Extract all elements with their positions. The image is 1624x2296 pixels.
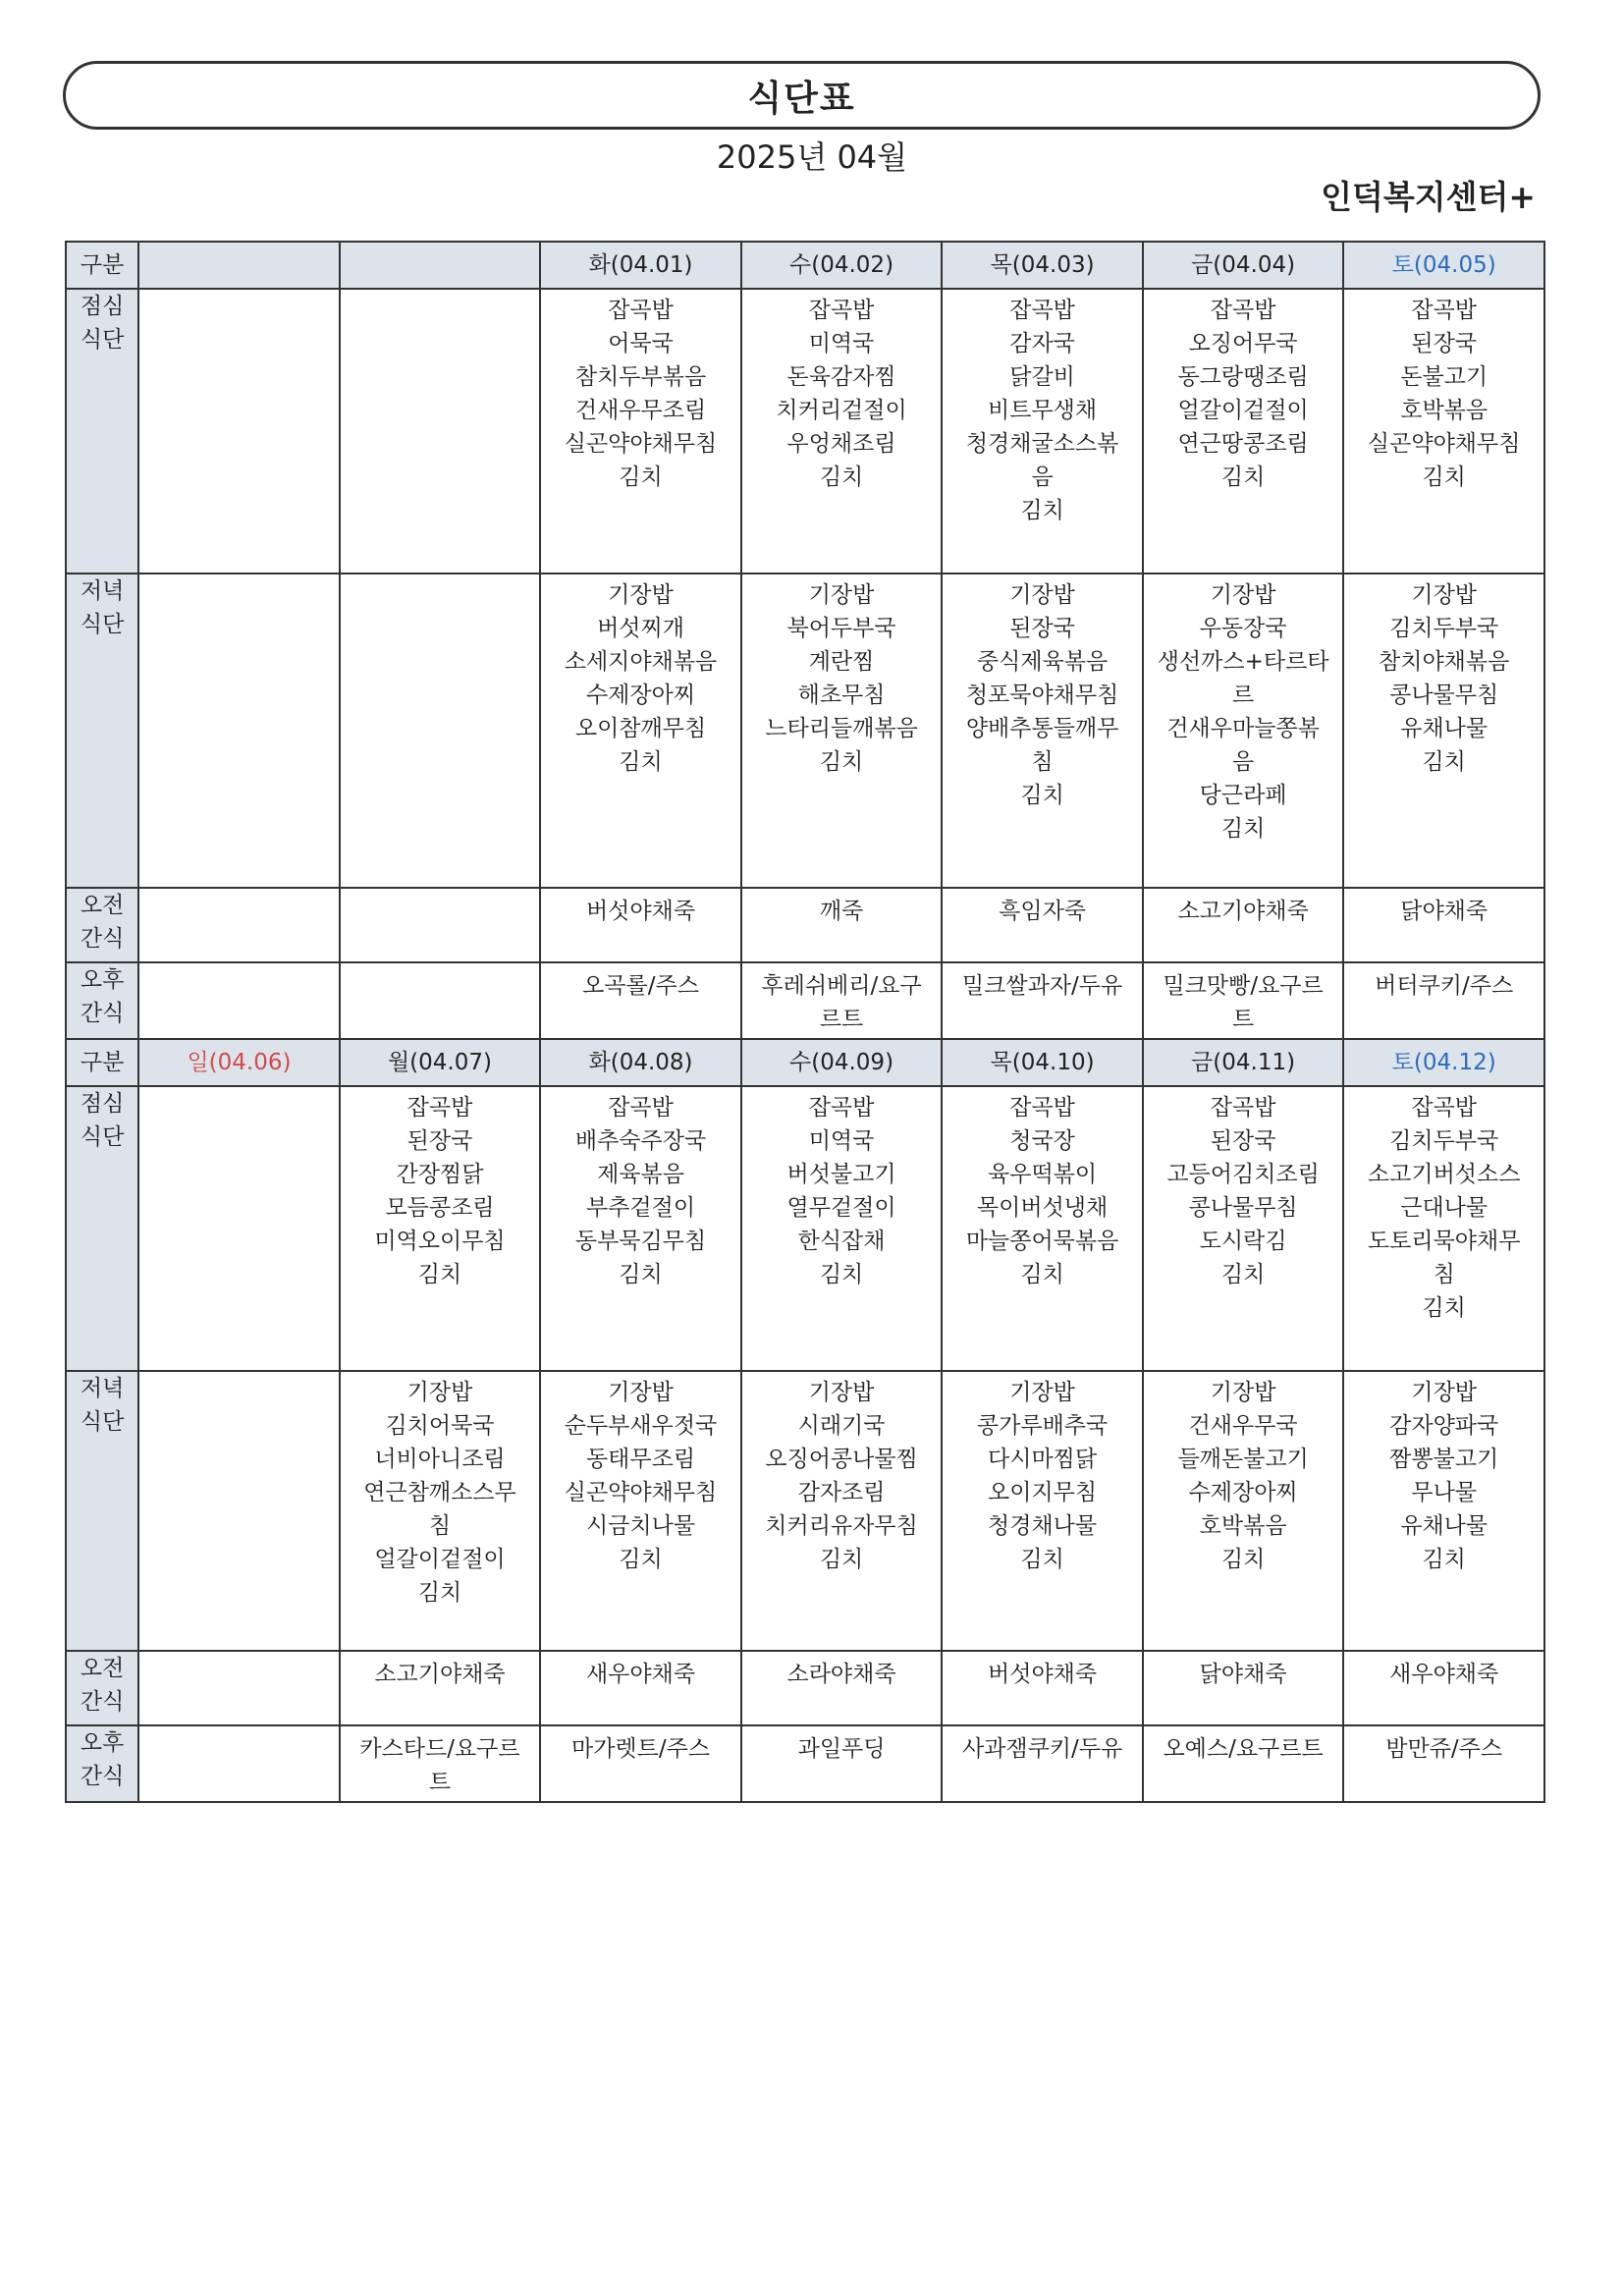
menu-cell	[138, 962, 340, 1039]
menu-item: 육우떡볶이	[988, 1162, 1098, 1187]
menu-item: 치커리유자무침	[765, 1513, 918, 1539]
menu-item: 닭야채죽	[1199, 1662, 1287, 1687]
menu-item: 된장국	[1210, 1128, 1276, 1154]
week1-pm_snack-row	[66, 962, 1544, 1039]
menu-item: 청국장	[1009, 1128, 1075, 1154]
menu-cell	[138, 1371, 340, 1651]
menu-cell	[942, 574, 1143, 888]
menu-item: 오징어무국	[1188, 331, 1298, 356]
menu-item: 당근라페	[1199, 783, 1287, 808]
menu-item: 제육볶음	[597, 1162, 684, 1187]
menu-item: 르트	[819, 1007, 864, 1032]
menu-cell	[138, 1086, 340, 1371]
menu-item: 다시마찜닭	[988, 1447, 1098, 1472]
menu-item: 연근땅콩조림	[1177, 431, 1309, 457]
period: 2025년 04월	[716, 138, 908, 176]
menu-cell	[1343, 962, 1544, 1039]
menu-cell	[1343, 1725, 1544, 1802]
organization: 인덕복지센터+	[1321, 178, 1536, 216]
menu-item: 기장밥	[808, 582, 875, 608]
menu-item: 콩나물무침	[1389, 683, 1499, 708]
menu-cell	[1143, 574, 1344, 888]
menu-item: 미역오이무침	[374, 1229, 506, 1254]
day-header: 금(04.11)	[1143, 1039, 1344, 1086]
menu-item: 무나물	[1411, 1480, 1478, 1505]
menu-item: 연근참깨소스무	[363, 1480, 516, 1505]
row-label-header: 구분	[66, 242, 138, 289]
menu-item: 실곤약야채무침	[1367, 431, 1521, 457]
menu-cell	[540, 1725, 741, 1802]
menu-item: 오징어콩나물찜	[765, 1447, 918, 1472]
menu-item: 잡곡밥	[1411, 298, 1478, 323]
menu-cell	[138, 574, 340, 888]
menu-cell	[741, 962, 943, 1039]
menu-item: 한식잡채	[797, 1229, 886, 1254]
menu-item: 닭야채죽	[1400, 899, 1489, 924]
menu-item: 간장찜닭	[396, 1162, 484, 1187]
menu-item: 참치야채볶음	[1379, 649, 1510, 675]
menu-item: 실곤약야채무침	[564, 1480, 718, 1505]
menu-item: 유채나물	[1400, 716, 1489, 741]
menu-item: 버섯야채죽	[988, 1662, 1098, 1687]
page-title: 식단표	[747, 78, 856, 119]
menu-item: 유채나물	[1400, 1513, 1489, 1539]
menu-item: 청경채나물	[988, 1513, 1098, 1539]
menu-item: 버섯불고기	[786, 1162, 896, 1187]
menu-item: 콩가루배추국	[976, 1413, 1109, 1439]
menu-cell	[942, 1725, 1143, 1802]
menu-item: 트	[428, 1770, 452, 1795]
menu-item: 너비아니조림	[374, 1447, 506, 1472]
menu-item: 잡곡밥	[1009, 1095, 1075, 1121]
menu-item: 오이참깨무침	[574, 716, 707, 741]
week2-header-row	[66, 1039, 1544, 1086]
menu-item: 밀크맛빵/요구르	[1163, 973, 1324, 999]
menu-item: 생선까스+타르타	[1157, 649, 1329, 675]
menu-item: 시금치나물	[585, 1513, 696, 1539]
menu-item: 김치	[819, 749, 864, 775]
menu-item: 치커리겉절이	[776, 398, 907, 423]
menu-cell	[340, 574, 541, 888]
menu-item: 감자국	[1009, 331, 1075, 356]
menu-item: 감자조림	[797, 1480, 886, 1505]
day-header: 토(04.05)	[1343, 242, 1544, 289]
menu-item: 호박볶음	[1199, 1513, 1287, 1539]
menu-item: 마가렛트/주스	[570, 1736, 711, 1762]
menu-item: 기장밥	[1411, 582, 1478, 608]
menu-cell	[741, 888, 943, 962]
menu-item: 돈불고기	[1400, 364, 1489, 390]
menu-item: 얼갈이겉절이	[1177, 398, 1309, 423]
day-header: 일(04.06)	[138, 1039, 340, 1086]
row-label-lunch: 점심 식단	[66, 1086, 138, 1371]
menu-cell	[942, 962, 1143, 1039]
menu-cell	[340, 1086, 541, 1371]
menu-item: 시래기국	[797, 1413, 886, 1439]
menu-item: 침	[1433, 1262, 1455, 1287]
menu-cell	[1143, 1086, 1344, 1371]
menu-item: 짬뽕불고기	[1389, 1447, 1499, 1472]
menu-item: 들깨돈불고기	[1177, 1447, 1309, 1472]
menu-item: 건새우마늘쫑볶	[1166, 716, 1320, 741]
menu-item: 김치	[1020, 1547, 1064, 1572]
menu-item: 기장밥	[1411, 1380, 1478, 1405]
menu-item: 잡곡밥	[808, 298, 875, 323]
menu-item: 소고기야채죽	[374, 1662, 506, 1687]
menu-item: 수제장아찌	[1188, 1480, 1298, 1505]
week1-am_snack-row	[66, 888, 1544, 962]
menu-item: 김치	[1020, 498, 1064, 523]
menu-item: 콩나물무침	[1188, 1195, 1298, 1221]
week2-dinner-row	[66, 1371, 1544, 1651]
menu-item: 양배추통들깨무	[965, 716, 1119, 741]
menu-item: 잡곡밥	[608, 1095, 674, 1121]
menu-item: 밀크쌀과자/두유	[961, 973, 1123, 999]
menu-item: 김치	[1220, 465, 1266, 490]
menu-item: 된장국	[406, 1128, 473, 1154]
menu-item: 동태무조림	[585, 1447, 696, 1472]
menu-item: 오곡롤/주스	[582, 973, 699, 999]
menu-cell	[540, 1086, 741, 1371]
menu-item: 호박볶음	[1400, 398, 1489, 423]
row-label-am_snack: 오전 간식	[66, 1651, 138, 1725]
menu-item: 카스타드/요구르	[359, 1736, 520, 1762]
menu-item: 돈육감자찜	[786, 364, 896, 390]
week1-dinner-row	[66, 574, 1544, 888]
menu-item: 참치두부볶음	[574, 364, 707, 390]
row-label-pm_snack: 오후 간식	[66, 962, 138, 1039]
menu-cell	[942, 1086, 1143, 1371]
title-box	[63, 61, 1541, 130]
menu-item: 김치	[1422, 1295, 1466, 1321]
menu-item: 잡곡밥	[406, 1095, 473, 1121]
menu-cell	[741, 1086, 943, 1371]
menu-item: 김치	[619, 749, 663, 775]
menu-item: 건새우무국	[1188, 1413, 1298, 1439]
menu-item: 김치	[819, 1547, 864, 1572]
menu-cell	[1143, 289, 1344, 574]
menu-item: 동그랑땡조림	[1177, 364, 1309, 390]
week2-am_snack-row	[66, 1651, 1544, 1725]
menu-item: 김치	[417, 1262, 462, 1287]
menu-item: 김치	[1220, 816, 1266, 842]
menu-cell	[942, 1651, 1143, 1725]
menu-item: 김치두부국	[1389, 616, 1499, 641]
menu-item: 밤만쥬/주스	[1385, 1736, 1503, 1762]
menu-item: 계란찜	[808, 649, 875, 675]
menu-item: 도토리묵야채무	[1367, 1229, 1521, 1254]
menu-cell	[741, 289, 943, 574]
row-label-header: 구분	[66, 1039, 138, 1086]
menu-cell	[942, 1371, 1143, 1651]
menu-item: 미역국	[808, 1128, 875, 1154]
menu-item: 침	[428, 1513, 452, 1539]
menu-item: 침	[1031, 749, 1054, 775]
menu-item: 배추숙주장국	[574, 1128, 707, 1154]
menu-item: 근대나물	[1400, 1195, 1489, 1221]
menu-cell	[540, 1371, 741, 1651]
menu-item: 김치	[1220, 1262, 1266, 1287]
menu-item: 김치	[1020, 1262, 1064, 1287]
row-label-dinner: 저녁 식단	[66, 1371, 138, 1651]
menu-item: 건새우무조림	[574, 398, 707, 423]
day-header: 월(04.07)	[340, 1039, 541, 1086]
menu-item: 트	[1232, 1007, 1255, 1032]
day-header: 목(04.03)	[942, 242, 1143, 289]
menu-item: 느타리들깨볶음	[765, 716, 918, 741]
menu-item: 기장밥	[1009, 582, 1075, 608]
menu-item: 잡곡밥	[1009, 298, 1075, 323]
menu-item: 새우야채죽	[1389, 1662, 1499, 1687]
menu-item: 미역국	[808, 331, 875, 356]
menu-cell	[741, 1371, 943, 1651]
menu-cell	[1143, 1371, 1344, 1651]
menu-cell	[340, 962, 541, 1039]
menu-item: 기장밥	[608, 1380, 674, 1405]
menu-item: 청경채굴소스볶	[965, 431, 1119, 457]
menu-item: 음	[1031, 465, 1054, 490]
menu-cell	[1143, 1651, 1344, 1725]
menu-cell	[1143, 888, 1344, 962]
menu-item: 동부묵김무침	[574, 1229, 707, 1254]
day-header: 토(04.12)	[1343, 1039, 1544, 1086]
menu-item: 순두부새우젓국	[564, 1413, 718, 1439]
week1-header-row	[66, 242, 1544, 289]
menu-cell	[340, 289, 541, 574]
menu-item: 소세지야채볶음	[564, 649, 718, 675]
menu-item: 기장밥	[1009, 1380, 1075, 1405]
menu-item: 닭갈비	[1009, 364, 1075, 390]
menu-item: 버터쿠키/주스	[1375, 973, 1514, 999]
menu-item: 김치	[1422, 749, 1466, 775]
menu-item: 얼갈이겉절이	[374, 1547, 506, 1572]
menu-cell	[741, 1651, 943, 1725]
menu-cell	[942, 289, 1143, 574]
menu-item: 잡곡밥	[608, 298, 674, 323]
menu-item: 과일푸딩	[797, 1736, 886, 1762]
row-label-dinner: 저녁 식단	[66, 574, 138, 888]
day-header: 수(04.02)	[741, 242, 943, 289]
menu-cell	[741, 1725, 943, 1802]
week2-pm_snack-row	[66, 1725, 1544, 1802]
menu-cell	[340, 1371, 541, 1651]
menu-item: 후레쉬베리/요구	[761, 973, 922, 999]
row-label-pm_snack: 오후 간식	[66, 1725, 138, 1802]
menu-cell	[1343, 574, 1544, 888]
menu-item: 부추겉절이	[585, 1195, 696, 1221]
menu-item: 어묵국	[608, 331, 674, 356]
menu-item: 기장밥	[406, 1380, 473, 1405]
menu-item: 김치	[619, 1547, 663, 1572]
menu-item: 소고기야채죽	[1177, 899, 1309, 924]
menu-cell	[540, 289, 741, 574]
menu-cell	[1143, 1725, 1344, 1802]
menu-cell	[1343, 289, 1544, 574]
menu-item: 중식제육볶음	[976, 649, 1109, 675]
menu-cell	[138, 289, 340, 574]
menu-item: 잡곡밥	[1411, 1095, 1478, 1121]
day-header: 목(04.10)	[942, 1039, 1143, 1086]
menu-cell	[340, 888, 541, 962]
menu-cell	[1143, 962, 1344, 1039]
menu-cell	[1343, 1371, 1544, 1651]
menu-item: 김치어묵국	[385, 1413, 495, 1439]
menu-item: 모듬콩조림	[385, 1195, 495, 1221]
menu-item: 잡곡밥	[1210, 1095, 1276, 1121]
menu-item: 목이버섯냉채	[976, 1195, 1109, 1221]
menu-item: 음	[1232, 749, 1255, 775]
menu-cell	[138, 1651, 340, 1725]
day-header: 금(04.04)	[1143, 242, 1344, 289]
menu-item: 버섯야채죽	[585, 899, 696, 924]
menu-item: 열무겉절이	[786, 1195, 896, 1221]
menu-item: 오예스/요구르트	[1163, 1736, 1324, 1762]
menu-item: 실곤약야채무침	[564, 431, 718, 457]
day-header: 화(04.08)	[540, 1039, 741, 1086]
menu-item: 김치	[819, 465, 864, 490]
menu-item: 흑임자죽	[999, 899, 1087, 924]
day-header: 수(04.09)	[741, 1039, 943, 1086]
menu-item: 기장밥	[1210, 582, 1276, 608]
menu-item: 소라야채죽	[786, 1662, 896, 1687]
menu-item: 김치	[417, 1580, 462, 1606]
menu-cell	[1343, 888, 1544, 962]
menu-cell	[1343, 1086, 1544, 1371]
menu-item: 된장국	[1411, 331, 1478, 356]
menu-cell	[540, 574, 741, 888]
menu-cell	[1343, 1651, 1544, 1725]
menu-item: 김치두부국	[1389, 1128, 1499, 1154]
menu-item: 김치	[619, 465, 663, 490]
menu-cell	[540, 962, 741, 1039]
menu-item: 버섯찌개	[597, 616, 684, 641]
menu-item: 김치	[1220, 1547, 1266, 1572]
menu-cell	[942, 888, 1143, 962]
week2-lunch-row	[66, 1086, 1544, 1371]
menu-item: 오이지무침	[988, 1480, 1098, 1505]
menu-item: 김치	[819, 1262, 864, 1287]
menu-item: 감자양파국	[1389, 1413, 1499, 1439]
menu-table	[65, 241, 1545, 1803]
menu-item: 우엉채조림	[786, 431, 896, 457]
menu-item: 도시락김	[1199, 1229, 1287, 1254]
menu-item: 기장밥	[1210, 1380, 1276, 1405]
menu-item: 소고기버섯소스	[1367, 1162, 1521, 1187]
menu-item: 잡곡밥	[808, 1095, 875, 1121]
menu-item: 마늘쫑어묵볶음	[965, 1229, 1119, 1254]
menu-cell	[540, 1651, 741, 1725]
day-header	[138, 242, 340, 289]
menu-cell	[138, 888, 340, 962]
menu-item: 기장밥	[608, 582, 674, 608]
row-label-am_snack: 오전 간식	[66, 888, 138, 962]
menu-item: 청포묵야채무침	[965, 683, 1119, 708]
row-label-lunch: 점심 식단	[66, 289, 138, 574]
menu-item: 김치	[1020, 783, 1064, 808]
menu-item: 김치	[619, 1262, 663, 1287]
menu-item: 북어두부국	[786, 616, 896, 641]
day-header	[340, 242, 541, 289]
menu-item: 김치	[1422, 1547, 1466, 1572]
menu-cell	[340, 1725, 541, 1802]
menu-item: 기장밥	[808, 1380, 875, 1405]
menu-item: 수제장아찌	[585, 683, 696, 708]
menu-cell	[741, 574, 943, 888]
menu-item: 비트무생채	[988, 398, 1098, 423]
menu-item: 김치	[1422, 465, 1466, 490]
menu-item: 된장국	[1009, 616, 1075, 641]
menu-item: 해초무침	[797, 683, 886, 708]
day-header: 화(04.01)	[540, 242, 741, 289]
menu-item: 새우야채죽	[585, 1662, 696, 1687]
menu-item: 르	[1232, 683, 1255, 708]
menu-cell	[540, 888, 741, 962]
menu-cell	[340, 1651, 541, 1725]
menu-item: 우동장국	[1199, 616, 1287, 641]
menu-item: 사과잼쿠키/두유	[961, 1736, 1123, 1762]
menu-item: 깨죽	[819, 899, 864, 924]
menu-cell	[138, 1725, 340, 1802]
week1-lunch-row	[66, 289, 1544, 574]
menu-item: 잡곡밥	[1210, 298, 1276, 323]
menu-item: 고등어김치조림	[1166, 1162, 1320, 1187]
